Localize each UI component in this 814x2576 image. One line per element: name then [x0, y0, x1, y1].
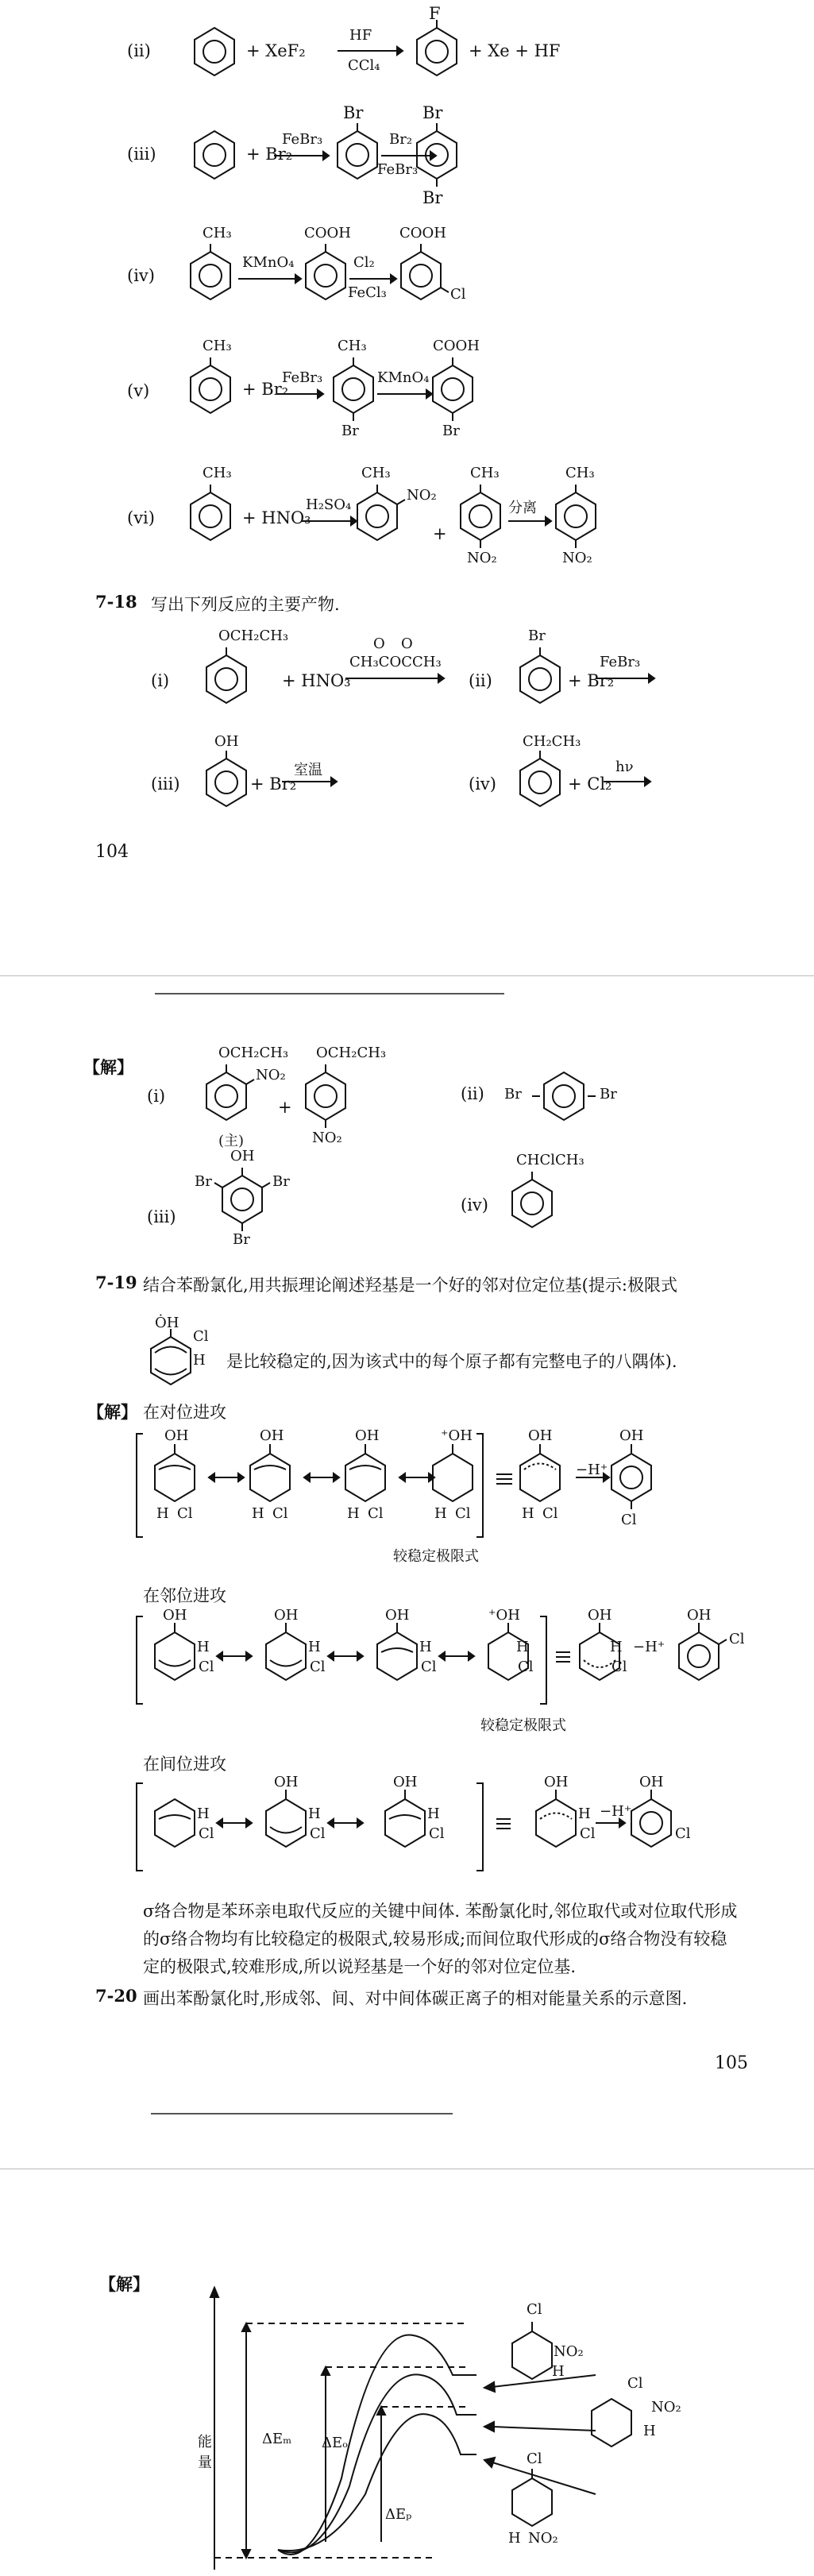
reaction-arrow [302, 516, 357, 526]
delta-e-meta-label: ΔEₘ [262, 2431, 292, 2447]
para-resonance-row [135, 1430, 651, 1541]
arrow-above-text: H₂SO₄ [306, 496, 352, 513]
minus-h-label: −H⁺ [576, 1462, 608, 1478]
substituent-label: COOH [433, 338, 480, 354]
h-label: H [419, 1639, 432, 1655]
bromobenzoic-acid-ring [429, 361, 476, 417]
para-nitro-ethoxybenzene-ring [302, 1068, 349, 1124]
h-label: H [427, 1806, 440, 1822]
reaction-label: (iv) [127, 266, 155, 285]
carbonyl-o-label: O [373, 635, 385, 652]
substituent-label: CHClCH₃ [516, 1152, 584, 1168]
product-text: + Xe + HF [469, 41, 561, 60]
oh-label: OH [274, 1774, 299, 1790]
phenol-ring [203, 755, 250, 810]
substituent-label: Br [528, 628, 546, 644]
no2-label: NO₂ [554, 2343, 584, 2360]
reagent-text: + HNO₃ [282, 671, 351, 690]
ortho-nitro-ethoxybenzene-ring [203, 1068, 250, 1124]
substituent-label: Br [504, 1086, 522, 1103]
cl-label: Cl [729, 1631, 745, 1647]
substituent-label: CH₃ [203, 225, 232, 241]
cl-label: Cl [199, 1659, 214, 1675]
oh-label: OH [544, 1774, 569, 1790]
no2-label: NO₂ [651, 2399, 681, 2416]
question-text: 画出苯酚氯化时,形成邻、间、对中间体碳正离子的相对能量关系的示意图. [143, 1989, 688, 2008]
h-label: H [308, 1806, 321, 1822]
delta-e-ortho-label: ΔEₒ [322, 2435, 349, 2451]
reaction-label: (iii) [151, 774, 180, 794]
y-axis-label: 能量 [198, 2434, 212, 2471]
h-label: H [156, 1505, 169, 1522]
cl-label: Cl [627, 2375, 643, 2392]
h-label: H [197, 1806, 210, 1822]
h-label: H [516, 1639, 529, 1655]
cl-label: Cl [429, 1825, 445, 1842]
substituent-label: NO₂ [256, 1067, 286, 1083]
toluene-ring [187, 248, 234, 303]
reaction-label: (ii) [469, 671, 492, 690]
arrow-above-text: 分离 [508, 500, 537, 516]
minus-h-label: −H⁺ [600, 1803, 632, 1820]
substituent-label: CH₃ [338, 338, 367, 354]
reagent-text: + Br₂ [250, 774, 297, 794]
chloroethylbenzene-ring [508, 1176, 556, 1231]
ethylbenzene-ring [516, 755, 564, 810]
arrow-above-text: FeBr₃ [282, 131, 323, 148]
reaction-arrow [274, 151, 330, 160]
question-text: 结合苯酚氯化,用共振理论阐述羟基是一个好的邻对位定位基(提示:极限式 [143, 1276, 677, 1295]
cl-label: Cl [542, 1505, 558, 1522]
reaction-arrow [349, 274, 397, 284]
stable-caption: 较稳定极限式 [480, 1717, 566, 1734]
h-label: H [578, 1806, 591, 1822]
reaction-arrow [282, 777, 338, 786]
reaction-label: (iv) [469, 774, 496, 794]
cl-label: Cl [455, 1505, 471, 1522]
plus-sign: + [278, 1098, 292, 1117]
substituent-label: NO₂ [312, 1130, 342, 1146]
substituent-label: NO₂ [562, 550, 592, 566]
answer-label: 【解】 [87, 1402, 137, 1422]
h-label: H [197, 1639, 210, 1655]
cl-label: Cl [527, 2450, 542, 2467]
arrow-below-text: FeBr₃ [377, 161, 419, 178]
cl-label: Cl [177, 1505, 193, 1522]
benzene-ring [191, 24, 238, 79]
explanation-line: σ络合物是苯环亲电取代反应的关键中间体. 苯酚氯化时,邻位取代或对位取代形成 [143, 1902, 738, 1921]
stable-caption: 较稳定极限式 [393, 1548, 479, 1565]
cl-label: Cl [675, 1825, 691, 1842]
arrow-below-text: CCl₄ [348, 57, 380, 74]
oh-label: OH [355, 1427, 380, 1444]
h-label: H [552, 2363, 565, 2380]
bromobenzene-ring [334, 127, 381, 183]
cl-label: Cl [310, 1825, 326, 1842]
oh-label: OH [260, 1427, 284, 1444]
substituent-label: Cl [450, 286, 466, 303]
arrow-above-text: FeBr₃ [282, 369, 323, 386]
bottom-rule [151, 2113, 453, 2114]
toluene-ring [187, 361, 234, 417]
answer-label: 【解】 [99, 2274, 149, 2294]
substituent-label: OCH₂CH₃ [218, 628, 289, 644]
page-number: 105 [715, 2053, 748, 2073]
substituent-label: CH₃ [203, 465, 232, 481]
answer-label-i: (i) [147, 1087, 166, 1106]
substituent-label: CH₃ [470, 465, 500, 481]
ortho-nitrotoluene-ring [353, 489, 401, 544]
answer-label: 【解】 [83, 1057, 133, 1077]
substituent-label: COOH [304, 225, 351, 241]
para-nitrotoluene-ring [552, 489, 600, 544]
reaction-label: (iii) [127, 145, 156, 164]
tribromophenol-ring [218, 1172, 266, 1227]
oh-label: OH [385, 1607, 410, 1624]
hint-h-label: H [193, 1352, 206, 1369]
dibromobenzene-ring [413, 127, 461, 183]
answer-label-iii: (iii) [147, 1207, 176, 1226]
reaction-label: (v) [127, 381, 150, 400]
benzoic-acid-ring [302, 248, 349, 303]
cl-label: Cl [580, 1825, 596, 1842]
cl-label: Cl [518, 1659, 534, 1675]
arrow-above-text: FeBr₃ [600, 654, 641, 670]
reaction-arrow [276, 389, 324, 399]
cl-label: Cl [310, 1659, 326, 1675]
no2-label: NO₂ [528, 2530, 558, 2547]
arrow-above-text: 室温 [294, 762, 322, 778]
oh-label: OH [619, 1427, 644, 1444]
fluorobenzene-ring [413, 24, 461, 79]
hint-oh-label: ȮH [155, 1315, 179, 1331]
reagent-text: + Cl₂ [568, 774, 612, 794]
chlorobenzoic-acid-ring [397, 248, 445, 303]
oh-plus-label: ⁺OH [441, 1427, 473, 1444]
substituent-label: OCH₂CH₃ [218, 1045, 289, 1061]
ethoxybenzene-ring [203, 651, 250, 707]
substituent-label: F [429, 4, 441, 23]
substituent-label: COOH [399, 225, 446, 241]
question-number: 7-18 [95, 592, 137, 612]
cl-label: Cl [421, 1659, 437, 1675]
page-106 [0, 2192, 814, 2576]
reaction-label: (vi) [127, 508, 155, 527]
bromobenzene-ring [516, 651, 564, 707]
oh-label: OH [393, 1774, 418, 1790]
explanation-line: 的σ络合物均有比较稳定的极限式,较易形成;而间位取代形成的σ络合物没有较稳 [143, 1929, 727, 1948]
page-104 [0, 0, 814, 965]
substituent-label: OH [214, 733, 239, 750]
oh-label: OH [528, 1427, 553, 1444]
reaction-arrow [345, 674, 445, 683]
h-label: H [610, 1639, 623, 1655]
reaction-arrow [377, 389, 433, 399]
oh-label: OH [164, 1427, 189, 1444]
dibromobenzene-ring [532, 1068, 604, 1124]
arrow-above-text: hν [615, 759, 634, 775]
cl-label: Cl [199, 1825, 214, 1842]
page-number: 104 [95, 842, 129, 862]
substituent-label: CH₃ [565, 465, 595, 481]
section-heading: 在对位进攻 [143, 1403, 226, 1422]
arrow-above-text: HF [349, 27, 372, 44]
reaction-label: (ii) [127, 41, 151, 60]
question-number: 7-19 [95, 1273, 137, 1292]
para-nitrotoluene-ring [457, 489, 504, 544]
h-label: H [643, 2423, 656, 2439]
cl-label: Cl [621, 1512, 637, 1528]
delta-e-para-label: ΔEₚ [385, 2506, 412, 2523]
reagent-text: + Br₂ [242, 380, 289, 399]
cl-label: Cl [368, 1505, 384, 1522]
arrow-below-text: FeCl₃ [348, 284, 387, 301]
substituent-label: Br [422, 103, 443, 122]
substituent-label: OCH₂CH₃ [316, 1045, 387, 1061]
oh-label: OH [687, 1607, 712, 1624]
cl-label: Cl [527, 2301, 542, 2318]
oh-label: OH [639, 1774, 664, 1790]
question-text: 是比较稳定的,因为该式中的每个原子都有完整电子的八隅体). [226, 1352, 677, 1371]
oh-label: OH [274, 1607, 299, 1624]
substituent-label: CH₂CH₃ [523, 733, 581, 750]
h-label: H [252, 1505, 264, 1522]
substituent-label: NO₂ [467, 550, 497, 566]
page-105 [0, 985, 814, 2105]
substituent-label: Br [341, 423, 359, 439]
plus-sign: + [433, 524, 447, 543]
substituent-label: NO₂ [407, 487, 437, 504]
substituent-label: Br [422, 188, 443, 207]
section-heading: 在间位进攻 [143, 1755, 226, 1774]
oh-plus-label: ⁺OH [488, 1607, 520, 1624]
reaction-arrow [604, 777, 651, 786]
cl-label: Cl [611, 1659, 627, 1675]
reaction-arrow [596, 674, 655, 683]
answer-label-ii: (ii) [461, 1084, 484, 1103]
arrow-above-text: Cl₂ [353, 254, 375, 271]
substituent-label: Br [442, 423, 460, 439]
arrow-above-text: Br₂ [389, 131, 413, 148]
h-label: H [347, 1505, 360, 1522]
oh-label: OH [163, 1607, 187, 1624]
h-label: H [308, 1639, 321, 1655]
reaction-arrow [338, 46, 401, 56]
section-heading: 在邻位进攻 [143, 1586, 226, 1605]
substituent-label: Br [343, 103, 364, 122]
h-label: H [522, 1505, 534, 1522]
oh-label: OH [588, 1607, 612, 1624]
hint-sigma-complex-ring [147, 1333, 195, 1388]
cl-label: Cl [272, 1505, 288, 1522]
minus-h-label: −H⁺ [633, 1639, 665, 1655]
substituent-label: Br [600, 1086, 617, 1103]
substituent-label: Br [233, 1231, 250, 1248]
hint-cl-label: Cl [193, 1328, 209, 1345]
benzene-ring [191, 127, 238, 183]
explanation-line: 定的极限式,较难形成,所以说羟基是一个好的邻对位定位基. [143, 1957, 577, 1976]
reaction-label: (i) [151, 671, 170, 690]
arrow-above-text: KMnO₄ [377, 369, 430, 386]
arrow-above-text: KMnO₄ [242, 254, 295, 271]
top-rule [155, 993, 504, 994]
substituent-label: CH₃ [361, 465, 391, 481]
reagent-text: + Br₂ [246, 145, 293, 164]
substituent-label: OH [230, 1148, 255, 1164]
toluene-ring [187, 489, 234, 544]
reagent-text: + Br₂ [568, 671, 615, 690]
question-number: 7-20 [95, 1986, 137, 2006]
carbonyl-o-label: O [401, 635, 413, 652]
h-label: H [508, 2530, 521, 2547]
reaction-arrow [238, 274, 302, 284]
reagent-text: + HNO₃ [242, 508, 311, 527]
page-divider [0, 975, 814, 976]
bromotoluene-ring [330, 361, 377, 417]
substituent-label: Br [272, 1173, 290, 1190]
substituent-label: Br [195, 1173, 212, 1190]
answer-label-iv: (iv) [461, 1195, 488, 1215]
h-label: H [434, 1505, 447, 1522]
arrow-above-text: CH₃COCCH₃ [349, 654, 442, 670]
substituent-label: CH₃ [203, 338, 232, 354]
question-text: 写出下列反应的主要产物. [151, 595, 340, 614]
major-product-label: (主) [218, 1133, 245, 1149]
reaction-arrow [508, 516, 552, 526]
reagent-text: + XeF₂ [246, 41, 306, 60]
